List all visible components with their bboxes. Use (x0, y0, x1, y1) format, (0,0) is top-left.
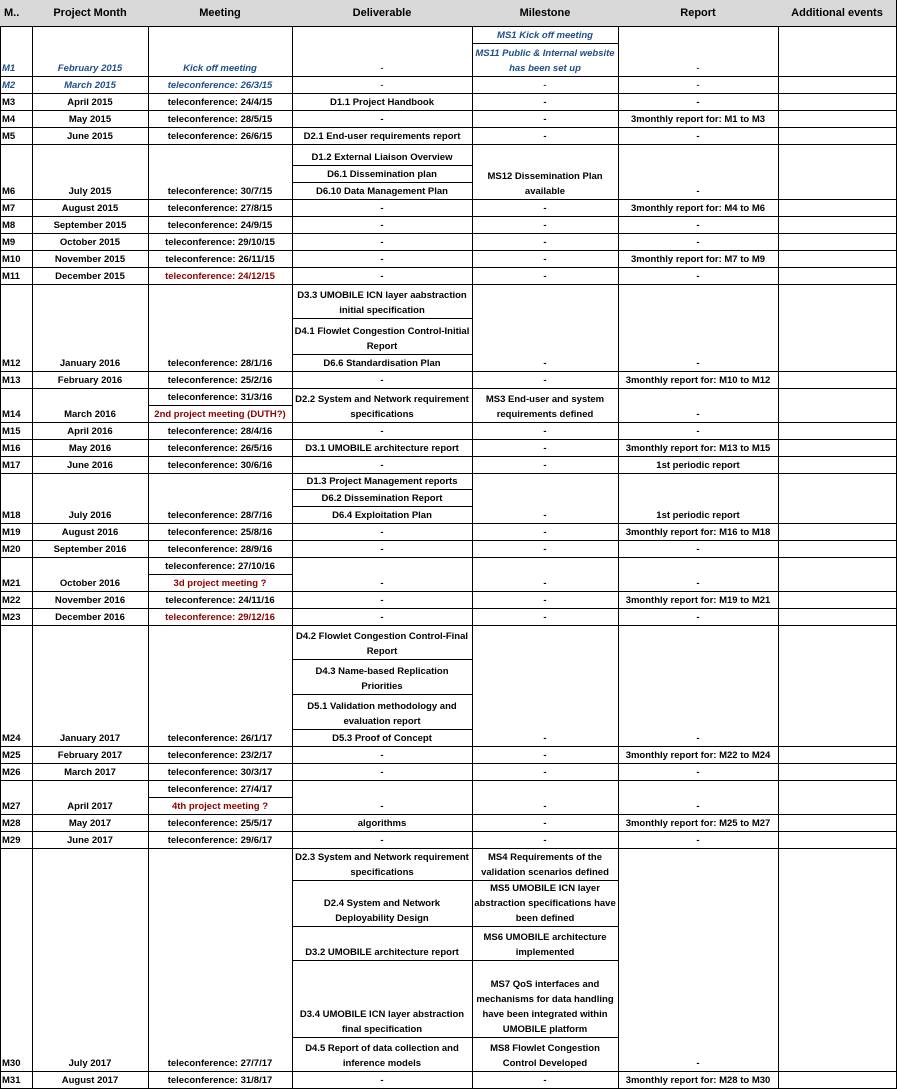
report-entry: - (618, 848, 779, 1072)
milestone-entry: MS4 Requirements of the validation scenarios defined (472, 848, 619, 881)
additional-events-cell (778, 110, 897, 128)
meeting-entry: teleconference: 28/7/16 (148, 473, 293, 524)
month-code: M3 (0, 93, 33, 111)
meeting-entry: teleconference: 28/4/16 (148, 422, 293, 440)
month-code: M5 (0, 127, 33, 145)
deliverable-entry: - (292, 591, 473, 609)
milestone-entry: - (472, 523, 619, 541)
deliverable-entry: D4.2 Flowlet Congestion Control-Final Report (292, 625, 473, 660)
report-entry: 3monthly report for: M1 to M3 (618, 110, 779, 128)
deliverable-entry: - (292, 250, 473, 268)
deliverable-entry: D2.3 System and Network requirement specifications (292, 848, 473, 881)
milestone-entry: - (472, 608, 619, 626)
milestone-entry: - (472, 540, 619, 558)
meeting-entry: teleconference: 23/2/17 (148, 746, 293, 764)
additional-events-cell (778, 144, 897, 200)
milestone-entry: - (472, 233, 619, 251)
month-code: M25 (0, 746, 33, 764)
report-entry: - (618, 284, 779, 372)
milestone-entry: - (472, 267, 619, 285)
deliverable-entry: D6.10 Data Management Plan (292, 182, 473, 200)
additional-events-cell (778, 233, 897, 251)
column-header: Deliverable (292, 0, 473, 27)
deliverable-entry: - (292, 422, 473, 440)
milestone-entry: - (472, 473, 619, 524)
additional-events-cell (778, 591, 897, 609)
meeting-entry: teleconference: 30/6/16 (148, 456, 293, 474)
month-code: M11 (0, 267, 33, 285)
report-entry: - (618, 76, 779, 94)
milestone-entry: - (472, 591, 619, 609)
report-entry: 3monthly report for: M25 to M27 (618, 814, 779, 832)
project-month: October 2015 (32, 233, 149, 251)
project-month: June 2016 (32, 456, 149, 474)
milestone-entry: - (472, 284, 619, 372)
meeting-entry: 2nd project meeting (DUTH?) (148, 405, 293, 423)
report-entry: 3monthly report for: M22 to M24 (618, 746, 779, 764)
meeting-entry: teleconference: 24/12/15 (148, 267, 293, 285)
report-entry: 1st periodic report (618, 473, 779, 524)
milestone-entry: - (472, 110, 619, 128)
project-month: August 2015 (32, 199, 149, 217)
deliverable-entry: D5.3 Proof of Concept (292, 729, 473, 747)
additional-events-cell (778, 763, 897, 781)
report-entry: - (618, 540, 779, 558)
month-code: M27 (0, 780, 33, 815)
additional-events-cell (778, 473, 897, 524)
milestone-entry: MS6 UMOBILE architecture implemented (472, 926, 619, 961)
month-code: M8 (0, 216, 33, 234)
month-code: M1 (0, 26, 33, 77)
deliverable-entry: - (292, 780, 473, 815)
meeting-entry: teleconference: 26/1/17 (148, 625, 293, 747)
additional-events-cell (778, 284, 897, 372)
additional-events-cell (778, 523, 897, 541)
report-entry: - (618, 608, 779, 626)
milestone-entry: - (472, 763, 619, 781)
deliverable-entry: - (292, 557, 473, 592)
report-entry: - (618, 233, 779, 251)
milestone-entry: MS8 Flowlet Congestion Control Developed (472, 1037, 619, 1072)
meeting-entry: teleconference: 26/11/15 (148, 250, 293, 268)
deliverable-entry: - (292, 110, 473, 128)
month-code: M28 (0, 814, 33, 832)
milestone-entry: - (472, 422, 619, 440)
meeting-entry: teleconference: 24/4/15 (148, 93, 293, 111)
project-month: April 2017 (32, 780, 149, 815)
deliverable-entry: - (292, 76, 473, 94)
additional-events-cell (778, 540, 897, 558)
deliverable-entry: D2.4 System and Network Deployability Design (292, 880, 473, 927)
month-code: M14 (0, 388, 33, 423)
milestone-entry: MS1 Kick off meeting (472, 26, 619, 44)
milestone-entry: - (472, 831, 619, 849)
project-month: April 2015 (32, 93, 149, 111)
milestone-entry: - (472, 76, 619, 94)
month-code: M10 (0, 250, 33, 268)
project-month: January 2017 (32, 625, 149, 747)
additional-events-cell (778, 625, 897, 747)
milestone-entry: MS12 Dissemination Plan available (472, 144, 619, 200)
meeting-entry: Kick off meeting (148, 26, 293, 77)
meeting-entry: teleconference: 30/3/17 (148, 763, 293, 781)
report-entry: - (618, 831, 779, 849)
deliverable-entry: - (292, 26, 473, 77)
report-entry: - (618, 26, 779, 77)
meeting-entry: teleconference: 27/4/17 (148, 780, 293, 798)
meeting-entry: teleconference: 26/3/15 (148, 76, 293, 94)
deliverable-entry: - (292, 540, 473, 558)
additional-events-cell (778, 199, 897, 217)
meeting-entry: teleconference: 31/8/17 (148, 1071, 293, 1089)
additional-events-cell (778, 422, 897, 440)
month-code: M24 (0, 625, 33, 747)
report-entry: 3monthly report for: M28 to M30 (618, 1071, 779, 1089)
deliverable-entry: - (292, 267, 473, 285)
meeting-entry: teleconference: 30/7/15 (148, 144, 293, 200)
meeting-entry: teleconference: 27/8/15 (148, 199, 293, 217)
deliverable-entry: - (292, 216, 473, 234)
month-code: M7 (0, 199, 33, 217)
project-month: September 2016 (32, 540, 149, 558)
report-entry: - (618, 625, 779, 747)
report-entry: 3monthly report for: M7 to M9 (618, 250, 779, 268)
additional-events-cell (778, 848, 897, 1072)
meeting-entry: teleconference: 26/5/16 (148, 439, 293, 457)
meeting-entry: teleconference: 28/1/16 (148, 284, 293, 372)
project-month: February 2015 (32, 26, 149, 77)
deliverable-entry: - (292, 523, 473, 541)
deliverable-entry: - (292, 746, 473, 764)
project-month: May 2016 (32, 439, 149, 457)
report-entry: 3monthly report for: M13 to M15 (618, 439, 779, 457)
meeting-entry: teleconference: 29/6/17 (148, 831, 293, 849)
project-month: April 2016 (32, 422, 149, 440)
deliverable-entry: algorithms (292, 814, 473, 832)
additional-events-cell (778, 746, 897, 764)
column-header: Meeting (148, 0, 293, 27)
deliverable-entry: D2.2 System and Network requirement specifications (292, 388, 473, 423)
deliverable-entry: - (292, 608, 473, 626)
milestone-entry: MS3 End-user and system requirements defined (472, 388, 619, 423)
meeting-entry: teleconference: 27/7/17 (148, 848, 293, 1072)
report-entry: - (618, 216, 779, 234)
additional-events-cell (778, 831, 897, 849)
column-header: Additional events (778, 0, 897, 27)
additional-events-cell (778, 388, 897, 423)
milestone-entry: - (472, 127, 619, 145)
project-month: December 2016 (32, 608, 149, 626)
report-entry: - (618, 780, 779, 815)
project-month: March 2016 (32, 388, 149, 423)
additional-events-cell (778, 608, 897, 626)
meeting-entry: teleconference: 28/9/16 (148, 540, 293, 558)
month-code: M2 (0, 76, 33, 94)
milestone-entry: - (472, 557, 619, 592)
meeting-entry: teleconference: 29/12/16 (148, 608, 293, 626)
milestone-entry: MS5 UMOBILE ICN layer abstraction specifications have been defined (472, 880, 619, 927)
additional-events-cell (778, 780, 897, 815)
report-entry: 3monthly report for: M10 to M12 (618, 371, 779, 389)
additional-events-cell (778, 557, 897, 592)
project-month: February 2016 (32, 371, 149, 389)
project-month: December 2015 (32, 267, 149, 285)
column-header: Milestone (472, 0, 619, 27)
additional-events-cell (778, 371, 897, 389)
project-month: June 2017 (32, 831, 149, 849)
report-entry: - (618, 388, 779, 423)
project-month: October 2016 (32, 557, 149, 592)
report-entry: - (618, 93, 779, 111)
deliverable-entry: D3.3 UMOBILE ICN layer aabstraction initial specification (292, 284, 473, 319)
month-code: M6 (0, 144, 33, 200)
deliverable-entry: D5.1 Validation methodology and evaluation report (292, 694, 473, 730)
project-month: March 2017 (32, 763, 149, 781)
deliverable-entry: - (292, 233, 473, 251)
project-month: March 2015 (32, 76, 149, 94)
additional-events-cell (778, 1071, 897, 1089)
deliverable-entry: D3.4 UMOBILE ICN layer abstraction final specification (292, 960, 473, 1038)
deliverable-entry: D4.5 Report of data collection and inference models (292, 1037, 473, 1072)
deliverable-entry: D3.2 UMOBILE architecture report (292, 926, 473, 961)
additional-events-cell (778, 26, 897, 77)
month-code: M22 (0, 591, 33, 609)
deliverable-entry: D6.1 Dissemination plan (292, 165, 473, 183)
month-code: M18 (0, 473, 33, 524)
project-month: May 2017 (32, 814, 149, 832)
deliverable-entry: D4.1 Flowlet Congestion Control-Initial Report (292, 318, 473, 355)
milestone-entry: - (472, 93, 619, 111)
month-code: M13 (0, 371, 33, 389)
meeting-entry: 3d project meeting ? (148, 574, 293, 592)
meeting-entry: 4th project meeting ? (148, 797, 293, 815)
column-header: Report (618, 0, 779, 27)
month-code: M21 (0, 557, 33, 592)
month-code: M19 (0, 523, 33, 541)
project-month: July 2015 (32, 144, 149, 200)
deliverable-entry: - (292, 456, 473, 474)
project-month: November 2015 (32, 250, 149, 268)
month-code: M31 (0, 1071, 33, 1089)
deliverable-entry: D6.4 Exploitation Plan (292, 506, 473, 524)
month-code: M9 (0, 233, 33, 251)
deliverable-entry: D1.3 Project Management reports (292, 473, 473, 490)
milestone-entry: - (472, 814, 619, 832)
deliverable-entry: D6.6 Standardisation Plan (292, 354, 473, 372)
milestone-entry: - (472, 250, 619, 268)
deliverable-entry: - (292, 199, 473, 217)
milestone-entry: - (472, 746, 619, 764)
deliverable-entry: D1.1 Project Handbook (292, 93, 473, 111)
report-entry: - (618, 144, 779, 200)
month-code: M15 (0, 422, 33, 440)
meeting-entry: teleconference: 25/5/17 (148, 814, 293, 832)
meeting-entry: teleconference: 26/6/15 (148, 127, 293, 145)
milestone-entry: MS11 Public & Internal website has been set up (472, 43, 619, 77)
report-entry: - (618, 763, 779, 781)
meeting-entry: teleconference: 25/8/16 (148, 523, 293, 541)
additional-events-cell (778, 814, 897, 832)
deliverable-entry: D4.3 Name-based Replication Priorities (292, 659, 473, 695)
project-month: August 2016 (32, 523, 149, 541)
project-month: September 2015 (32, 216, 149, 234)
project-month: July 2016 (32, 473, 149, 524)
meeting-entry: teleconference: 24/9/15 (148, 216, 293, 234)
milestone-entry: - (472, 371, 619, 389)
additional-events-cell (778, 76, 897, 94)
meeting-entry: teleconference: 27/10/16 (148, 557, 293, 575)
milestone-entry: - (472, 216, 619, 234)
additional-events-cell (778, 93, 897, 111)
milestone-entry: - (472, 625, 619, 747)
meeting-entry: teleconference: 31/3/16 (148, 388, 293, 406)
meeting-entry: teleconference: 25/2/16 (148, 371, 293, 389)
month-code: M17 (0, 456, 33, 474)
deliverable-entry: D6.2 Dissemination Report (292, 489, 473, 507)
deliverable-entry: D1.2 External Liaison Overview (292, 144, 473, 166)
deliverable-entry: D3.1 UMOBILE architecture report (292, 439, 473, 457)
project-month: May 2015 (32, 110, 149, 128)
additional-events-cell (778, 250, 897, 268)
milestone-entry: - (472, 1071, 619, 1089)
milestone-entry: - (472, 439, 619, 457)
month-code: M12 (0, 284, 33, 372)
additional-events-cell (778, 216, 897, 234)
deliverable-entry: - (292, 831, 473, 849)
project-month: June 2015 (32, 127, 149, 145)
milestone-entry: MS7 QoS interfaces and mechanisms for data handling have been integrated within UMOBILE platform (472, 960, 619, 1038)
project-month: November 2016 (32, 591, 149, 609)
deliverable-entry: - (292, 371, 473, 389)
column-header: M.. (0, 0, 33, 27)
report-entry: - (618, 422, 779, 440)
report-entry: 1st periodic report (618, 456, 779, 474)
month-code: M4 (0, 110, 33, 128)
report-entry: 3monthly report for: M16 to M18 (618, 523, 779, 541)
project-month: July 2017 (32, 848, 149, 1072)
month-code: M30 (0, 848, 33, 1072)
additional-events-cell (778, 439, 897, 457)
month-code: M23 (0, 608, 33, 626)
month-code: M16 (0, 439, 33, 457)
additional-events-cell (778, 456, 897, 474)
deliverable-entry: - (292, 763, 473, 781)
column-header: Project Month (32, 0, 149, 27)
milestone-entry: - (472, 456, 619, 474)
additional-events-cell (778, 127, 897, 145)
project-month: August 2017 (32, 1071, 149, 1089)
report-entry: - (618, 267, 779, 285)
report-entry: 3monthly report for: M4 to M6 (618, 199, 779, 217)
meeting-entry: teleconference: 24/11/16 (148, 591, 293, 609)
meeting-entry: teleconference: 29/10/15 (148, 233, 293, 251)
report-entry: 3monthly report for: M19 to M21 (618, 591, 779, 609)
month-code: M26 (0, 763, 33, 781)
meeting-entry: teleconference: 28/5/15 (148, 110, 293, 128)
project-month: February 2017 (32, 746, 149, 764)
milestone-entry: - (472, 780, 619, 815)
month-code: M20 (0, 540, 33, 558)
deliverable-entry: - (292, 1071, 473, 1089)
project-month: January 2016 (32, 284, 149, 372)
milestone-entry: - (472, 199, 619, 217)
additional-events-cell (778, 267, 897, 285)
report-entry: - (618, 557, 779, 592)
report-entry: - (618, 127, 779, 145)
deliverable-entry: D2.1 End-user requirements report (292, 127, 473, 145)
month-code: M29 (0, 831, 33, 849)
